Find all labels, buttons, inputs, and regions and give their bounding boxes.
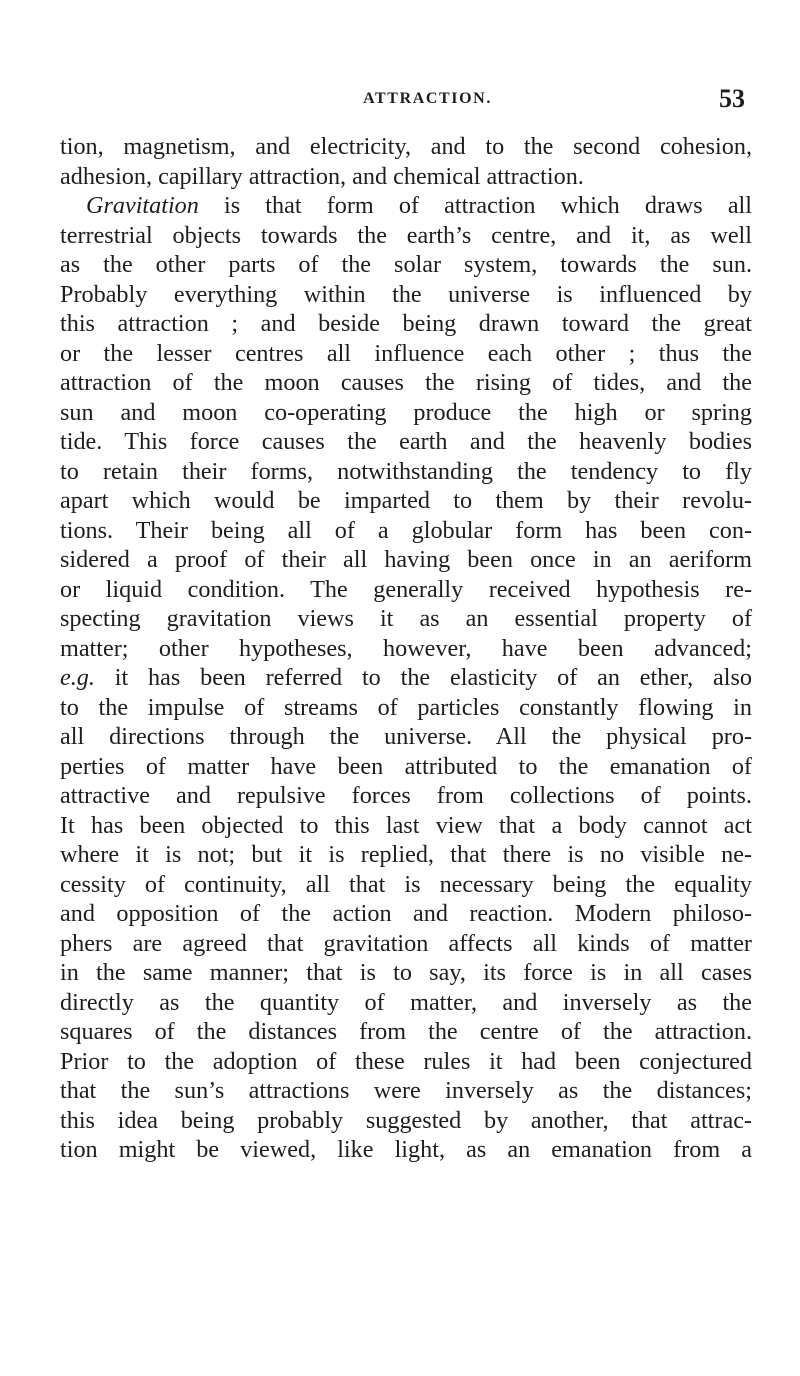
text-line: sidered a proof of their all having been once in an aeriform bbox=[60, 546, 752, 573]
text-line: directly as the quantity of matter, and inversely as the bbox=[60, 988, 752, 1016]
text-line: that the sun’s attractions were inversely as the distances; bbox=[60, 1077, 752, 1104]
text-line: this attraction ; and beside being drawn toward the great bbox=[60, 310, 752, 337]
text-line: tion might be viewed, like light, as an emanation from a bbox=[60, 1136, 752, 1163]
running-head bbox=[90, 84, 745, 124]
body-paragraph bbox=[60, 132, 752, 1165]
text-line: tion, magnetism, and electricity, and to the second cohesion, bbox=[60, 133, 752, 160]
text-line: attraction of the moon causes the rising of tides, and the bbox=[60, 369, 752, 396]
text-line-rest: it has been referred to the elasticity of an ether, also bbox=[94, 664, 752, 691]
text-line-rest: is that form of attraction which draws all bbox=[198, 192, 752, 219]
text-line: Probably everything within the universe is influenced by bbox=[60, 280, 752, 308]
text-line: cessity of continuity, all that is necessary being the equality bbox=[60, 870, 752, 898]
text-line: where it is not; but it is replied, that there is no visible ne- bbox=[60, 841, 752, 868]
text-line: to retain their forms, notwithstanding the tendency to fly bbox=[60, 457, 752, 485]
text-line: perties of matter have been attributed to the emanation of bbox=[60, 752, 752, 780]
text-line: sun and moon co-operating produce the high or spring bbox=[60, 398, 752, 426]
text-line: It has been objected to this last view that a body cannot act bbox=[60, 811, 752, 839]
text-line: specting gravitation views it as an essential property of bbox=[60, 605, 752, 632]
text-line: matter; other hypotheses, however, have been advanced; bbox=[60, 634, 752, 662]
text-line: and opposition of the action and reaction. Modern philoso- bbox=[60, 900, 752, 927]
text-line: squares of the distances from the centre of the attraction. bbox=[60, 1018, 752, 1045]
italic-abbreviation-eg: e.g. bbox=[60, 664, 95, 691]
text-line bbox=[60, 663, 752, 693]
text-line: tide. This force causes the earth and the heavenly bodies bbox=[60, 428, 752, 455]
text-line: to the impulse of streams of particles constantly flowing in bbox=[60, 693, 752, 721]
italic-term-gravitation: Gravitation bbox=[86, 192, 199, 219]
text-line: or the lesser centres all influence each other ; thus the bbox=[60, 339, 752, 367]
running-head-title: ATTRACTION. bbox=[363, 90, 492, 107]
text-line: as the other parts of the solar system, towards the sun. bbox=[60, 251, 752, 278]
page-number: 53 bbox=[719, 84, 745, 113]
text-line: all directions through the universe. All the physical pro- bbox=[60, 723, 752, 750]
text-line: tions. Their being all of a globular form has been con- bbox=[60, 516, 752, 544]
text-line: this idea being probably suggested by another, that attrac- bbox=[60, 1106, 752, 1134]
text-line: in the same manner; that is to say, its force is in all cases bbox=[60, 959, 752, 986]
text-line bbox=[60, 191, 752, 221]
text-line: phers are agreed that gravitation affects all kinds of matter bbox=[60, 929, 752, 957]
text-line: Prior to the adoption of these rules it had been conjectured bbox=[60, 1047, 752, 1075]
text-line: adhesion, capillary attraction, and chemical attraction. bbox=[60, 162, 584, 190]
text-line: apart which would be imparted to them by their revolu- bbox=[60, 487, 752, 514]
text-line: terrestrial objects towards the earth’s centre, and it, as well bbox=[60, 221, 752, 249]
text-line: attractive and repulsive forces from collections of points. bbox=[60, 782, 752, 809]
text-line: or liquid condition. The generally received hypothesis re- bbox=[60, 575, 752, 603]
